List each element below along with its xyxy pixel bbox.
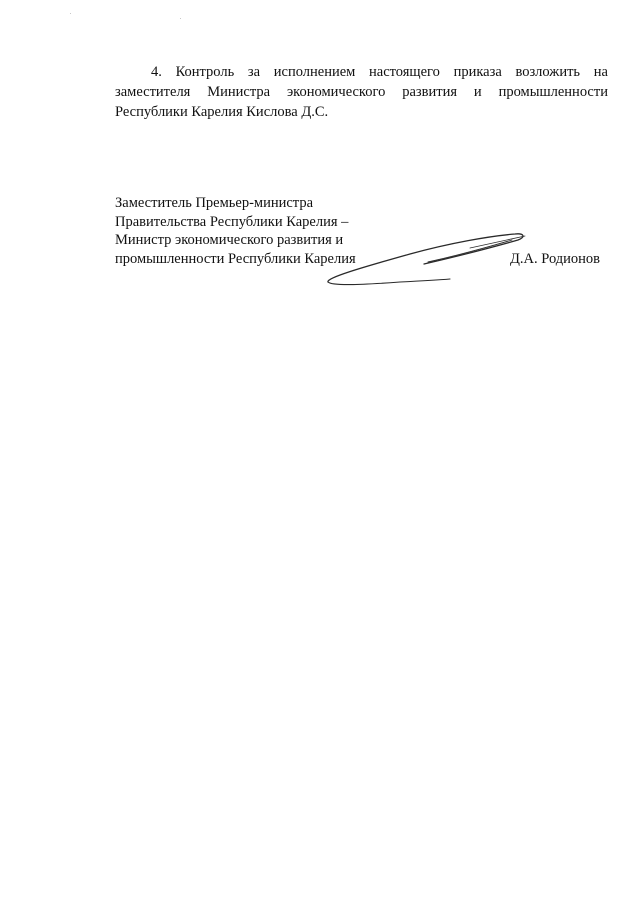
paragraph-word: Контроль (175, 64, 235, 80)
paragraph-word: исполнением (273, 64, 356, 80)
paragraph-word: заместителя (115, 84, 191, 100)
paragraph-word: и (473, 84, 482, 100)
signatory-title-line: промышленности Республики Карелия (115, 250, 356, 267)
signatory-name: Д.А. Родионов (510, 250, 601, 267)
signatory-title-line: Правительства Республики Карелия – (115, 213, 349, 230)
paragraph-word: приказа (453, 64, 502, 80)
paragraph-word: настоящего (369, 64, 440, 80)
paragraph-word: Министра (207, 84, 271, 100)
paragraph-word: экономического (286, 84, 386, 100)
paragraph-word: на (593, 64, 608, 80)
paragraph-word: за (247, 64, 261, 80)
signatory-title-line: Министр экономического развития и (115, 232, 344, 248)
scan-speck (70, 13, 71, 14)
scan-speck (180, 18, 181, 19)
paragraph-word: развития (402, 84, 458, 100)
signature-stroke (328, 234, 523, 282)
paragraph-word: промышленности (498, 84, 608, 100)
signatory-title-line: Заместитель Премьер-министра (115, 195, 314, 211)
paragraph-number: 4. (151, 64, 162, 80)
paragraph-line-2 (115, 82, 608, 102)
signature-stroke (428, 240, 512, 262)
handwritten-signature (320, 224, 530, 294)
order-paragraph-4 (115, 62, 608, 122)
paragraph-word: возложить (515, 64, 581, 80)
paragraph-line-1 (115, 62, 608, 82)
paragraph-line-3: Республики Карелия Кислова Д.С. (115, 104, 329, 120)
signature-stroke (328, 279, 450, 285)
